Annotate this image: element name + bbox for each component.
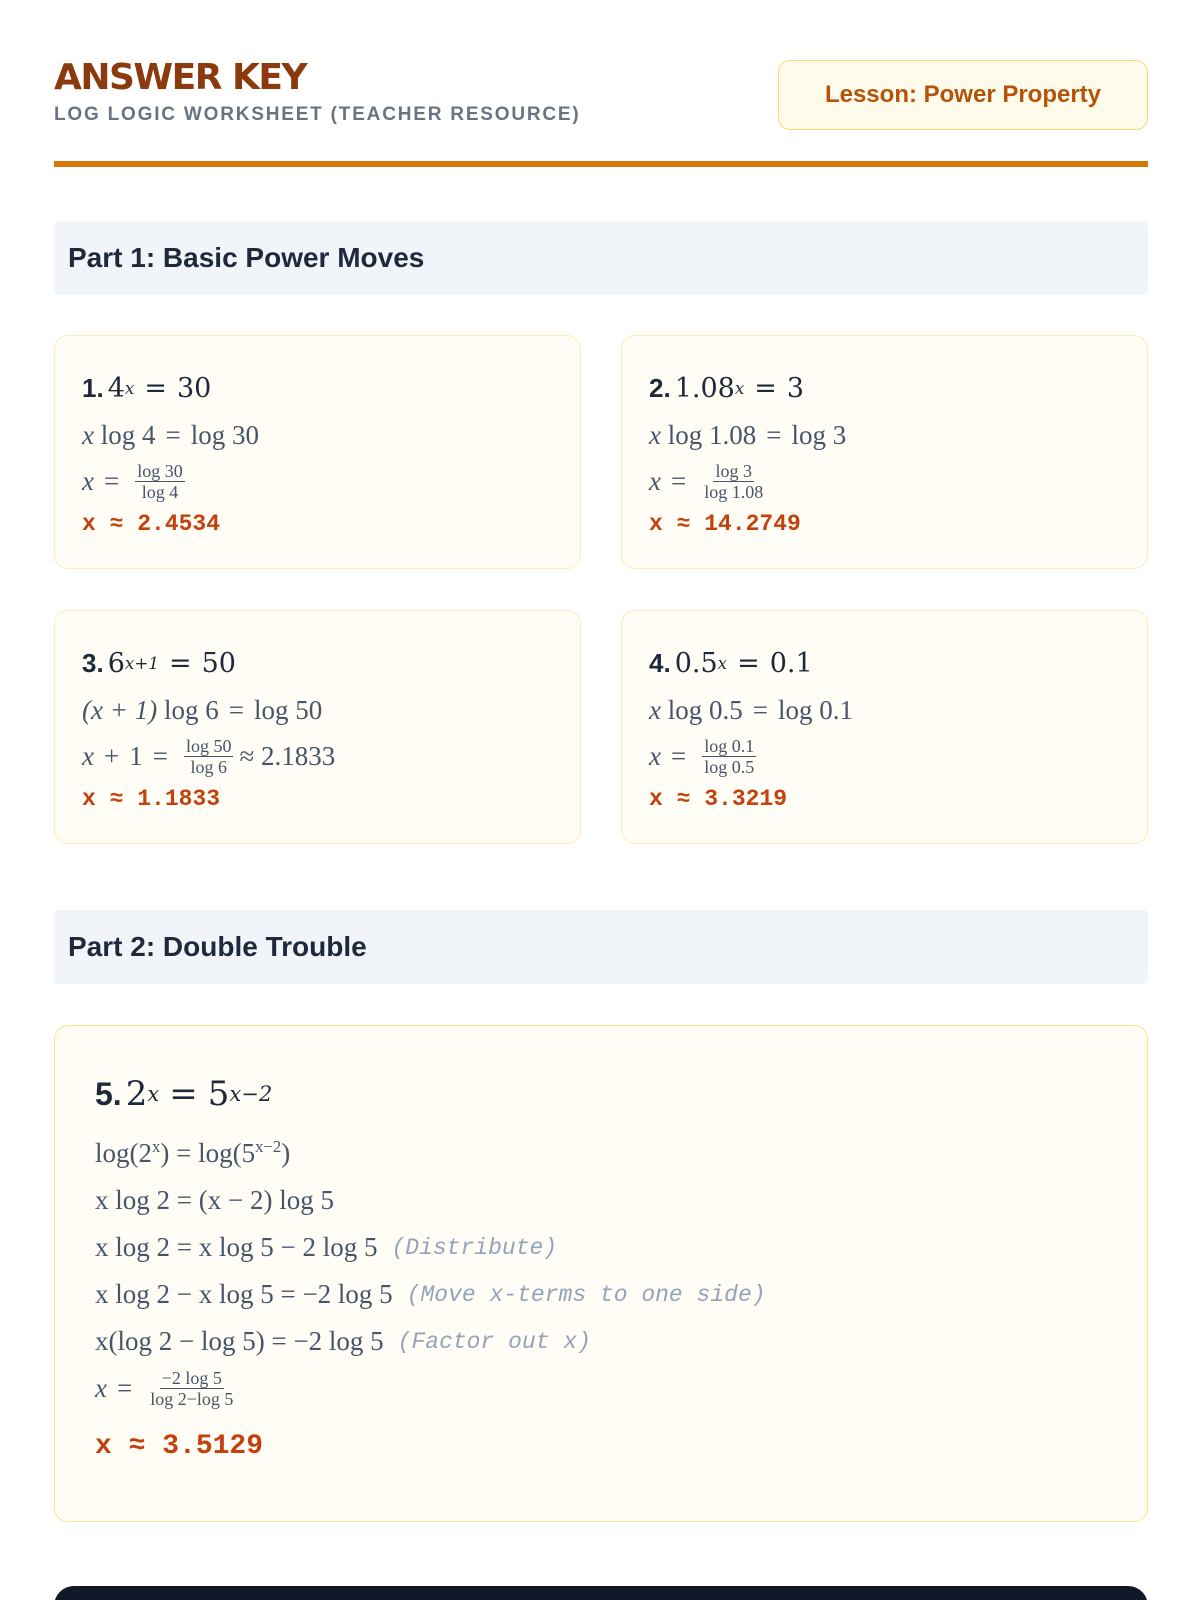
page-title: ANSWER KEY — [54, 57, 307, 98]
step-expression: x log 2 = (x − 2) log 5 — [95, 1185, 334, 1215]
solution-step — [95, 1271, 1107, 1318]
step-expression: x(log 2 − log 5) = −2 log 5 — [95, 1326, 384, 1356]
header-divider — [54, 161, 1148, 167]
solution-step — [95, 1177, 1107, 1224]
final-answer: x ≈ 3.3219 — [649, 786, 788, 812]
solution-step: x = $\frac{-2 \log 5}{\log 2-\log 5}$ — [95, 1368, 234, 1409]
solution-step — [95, 1224, 1107, 1271]
solution-steps — [95, 1130, 1107, 1365]
worksheet-header — [54, 56, 1148, 168]
solution-step: x = $\frac{\log 30}{\log 4}$ — [82, 460, 183, 502]
problem-statement: 4. 0.5 x = 0.1 — [649, 647, 813, 679]
problem-card-5 — [54, 1025, 1148, 1522]
solution-step: x log 4 = log 30 — [82, 419, 259, 450]
solution-step: x log 0.5 = log 0.1 — [649, 694, 853, 725]
fraction: $\frac{\log 30}{\log 4}$ — [137, 460, 183, 502]
page-subtitle: LOG LOGIC WORKSHEET (TEACHER RESOURCE) — [54, 104, 581, 125]
step-note: (Factor out x) — [397, 1328, 591, 1355]
problem-card-3 — [54, 610, 581, 844]
final-answer: x ≈ 1.1833 — [82, 786, 221, 812]
lesson-badge: Lesson: Power Property — [778, 60, 1148, 130]
problem-card-1 — [54, 335, 581, 569]
final-answer: x ≈ 14.2749 — [649, 511, 801, 537]
problem-statement: 2. 1.08 x = 3 — [649, 372, 805, 404]
solution-step: x log 1.08 = log 3 — [649, 419, 847, 450]
part2-heading: Part 2: Double Trouble — [54, 910, 1148, 984]
part1-heading: Part 1: Basic Power Moves — [54, 221, 1148, 295]
footer-bar — [54, 1586, 1148, 1600]
solution-step — [95, 1130, 1107, 1177]
problem-statement: 1. 4 x = 30 — [82, 372, 212, 404]
fraction: $\frac{\log 3}{\log 1.08}$ — [704, 460, 764, 502]
step-expression: x log 2 = x log 5 − 2 log 5 — [95, 1232, 378, 1262]
solution-step: x + 1 = $\frac{\log 50}{\log 6}$ ≈ 2.1833 — [82, 735, 336, 777]
final-answer: x ≈ 2.4534 — [82, 511, 221, 537]
solution-step: x = $\frac{\log 3}{\log 1.08}$ — [649, 460, 764, 502]
fraction: $\frac{-2 \log 5}{\log 2-\log 5}$ — [150, 1368, 234, 1409]
solution-step — [95, 1318, 1107, 1365]
problem-statement: 3. 6 x+1 = 50 — [82, 647, 236, 679]
fraction: $\frac{\log 50}{\log 6}$ — [185, 735, 232, 777]
step-note: (Move x-terms to one side) — [406, 1281, 766, 1308]
fraction: $\frac{\log 0.1}{\log 0.5}$ — [704, 735, 755, 777]
solution-step: (x + 1) log 6 = log 50 — [82, 694, 323, 725]
solution-step: x = $\frac{\log 0.1}{\log 0.5}$ — [649, 735, 755, 777]
problem-statement: 5. 2 x = 5 x−2 — [95, 1074, 273, 1114]
problem-card-2 — [621, 335, 1148, 569]
step-expression: x log 2 − x log 5 = −2 log 5 — [95, 1279, 393, 1309]
step-expression: $\log(2^x) = \log(5^{x-2})$ — [95, 1137, 291, 1168]
final-answer: x ≈ 3.5129 — [95, 1430, 264, 1462]
problem-card-4 — [621, 610, 1148, 844]
step-note: (Distribute) — [391, 1234, 558, 1261]
